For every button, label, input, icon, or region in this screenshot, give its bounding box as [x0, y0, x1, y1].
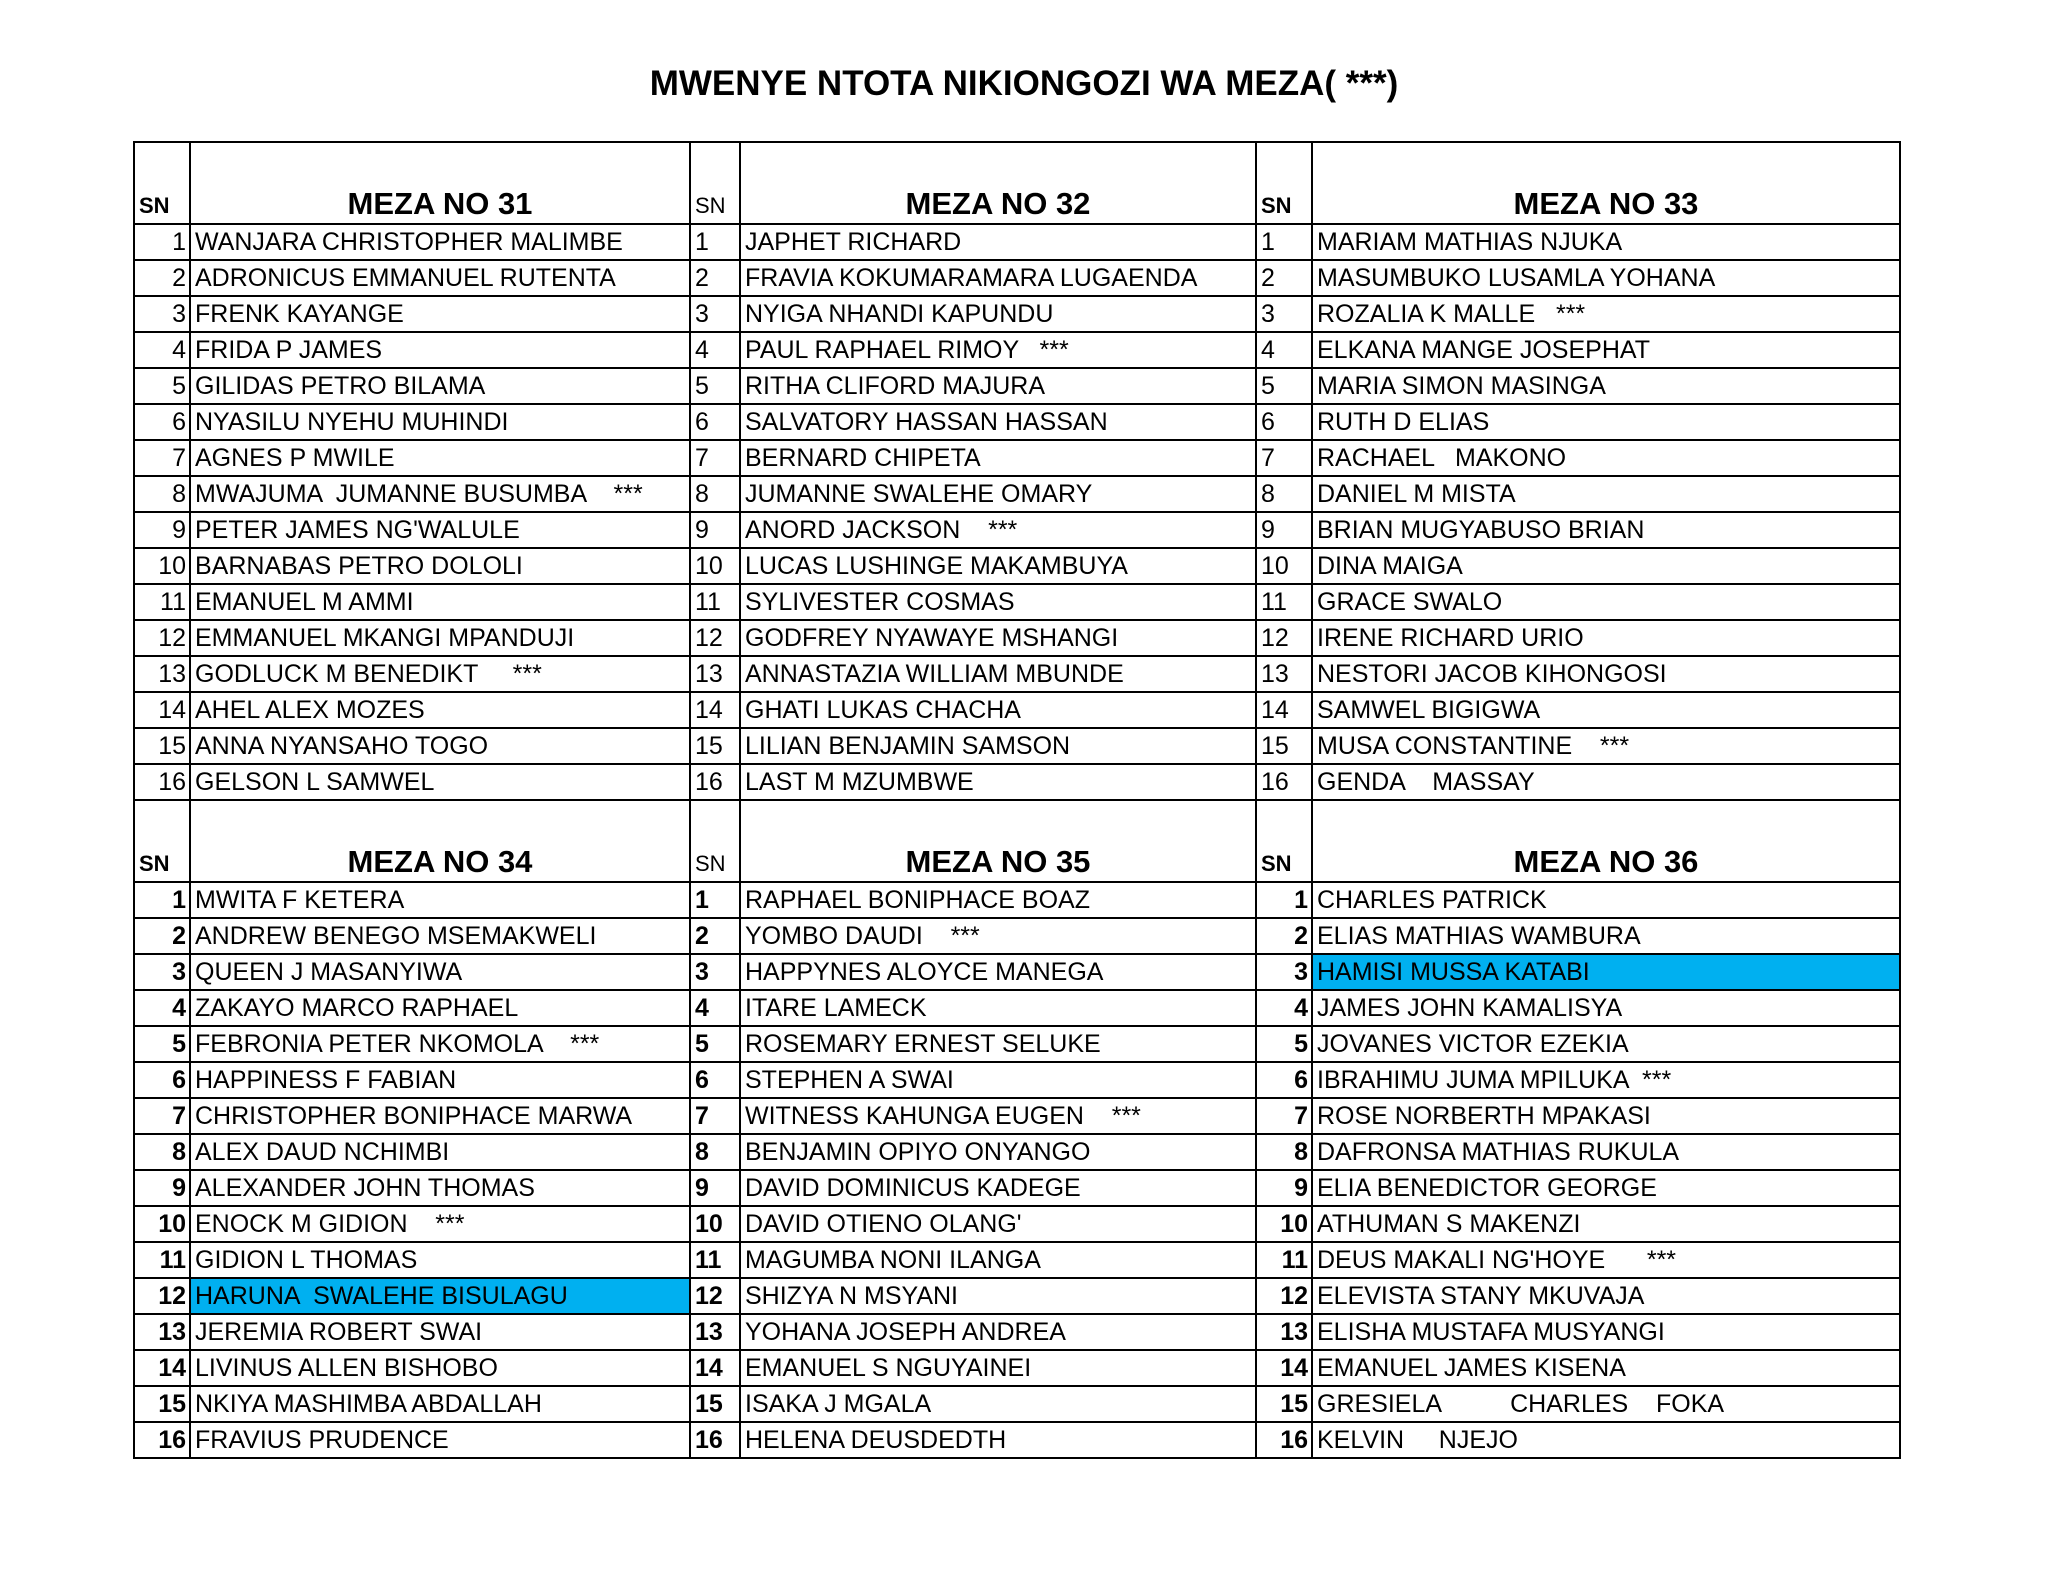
- member-name-cell: IRENE RICHARD URIO: [1312, 620, 1900, 656]
- member-name-cell: SAMWEL BIGIGWA: [1312, 692, 1900, 728]
- serial-number-cell: 8: [1256, 1134, 1312, 1170]
- table-row: [134, 404, 1900, 440]
- member-name-cell: ANNA NYANSAHO TOGO: [190, 728, 690, 764]
- member-name-cell: ELIA BENEDICTOR GEORGE: [1312, 1170, 1900, 1206]
- serial-number-cell: 11: [690, 584, 740, 620]
- serial-number-cell: 10: [690, 548, 740, 584]
- serial-number-cell: 14: [690, 692, 740, 728]
- serial-number-cell: 6: [134, 1062, 190, 1098]
- member-name-cell: ANDREW BENEGO MSEMAKWELI: [190, 918, 690, 954]
- serial-number-cell: 3: [1256, 954, 1312, 990]
- member-name-cell: FRAVIA KOKUMARAMARA LUGAENDA: [740, 260, 1256, 296]
- member-name-cell: DEUS MAKALI NG'HOYE ***: [1312, 1242, 1900, 1278]
- member-name-cell: DANIEL M MISTA: [1312, 476, 1900, 512]
- serial-number-cell: 9: [1256, 1170, 1312, 1206]
- serial-number-cell: 8: [690, 476, 740, 512]
- serial-number-cell: 4: [690, 990, 740, 1026]
- table-row: [134, 918, 1900, 954]
- serial-number-cell: 13: [1256, 1314, 1312, 1350]
- table-row: [134, 476, 1900, 512]
- serial-number-cell: 4: [1256, 990, 1312, 1026]
- member-name-cell: MAGUMBA NONI ILANGA: [740, 1242, 1256, 1278]
- serial-number-cell: 3: [134, 296, 190, 332]
- serial-number-cell: 11: [690, 1242, 740, 1278]
- serial-number-cell: 7: [1256, 440, 1312, 476]
- member-name-cell: ADRONICUS EMMANUEL RUTENTA: [190, 260, 690, 296]
- member-name-cell: DAFRONSA MATHIAS RUKULA: [1312, 1134, 1900, 1170]
- serial-number-cell: 9: [134, 512, 190, 548]
- member-name-cell: GRESIELA CHARLES FOKA: [1312, 1386, 1900, 1422]
- serial-number-cell: 10: [1256, 548, 1312, 584]
- serial-number-cell: 13: [690, 656, 740, 692]
- member-name-cell: PAUL RAPHAEL RIMOY ***: [740, 332, 1256, 368]
- serial-number-cell: 8: [690, 1134, 740, 1170]
- serial-number-cell: 8: [134, 1134, 190, 1170]
- serial-number-cell: 3: [690, 954, 740, 990]
- serial-number-cell: 12: [134, 620, 190, 656]
- meza-title: MEZA NO 34: [190, 800, 690, 882]
- member-name-cell: RACHAEL MAKONO: [1312, 440, 1900, 476]
- member-name-cell: JOVANES VICTOR EZEKIA: [1312, 1026, 1900, 1062]
- table-row: [134, 512, 1900, 548]
- member-name-cell: ATHUMAN S MAKENZI: [1312, 1206, 1900, 1242]
- serial-number-cell: 8: [1256, 476, 1312, 512]
- serial-number-cell: 10: [1256, 1206, 1312, 1242]
- serial-number-cell: 14: [1256, 692, 1312, 728]
- member-name-cell: FRENK KAYANGE: [190, 296, 690, 332]
- serial-number-cell: 15: [134, 1386, 190, 1422]
- member-name-cell: BARNABAS PETRO DOLOLI: [190, 548, 690, 584]
- serial-number-cell: 16: [690, 1422, 740, 1458]
- table-row: [134, 1098, 1900, 1134]
- serial-number-cell: 12: [134, 1278, 190, 1314]
- member-name-cell: SALVATORY HASSAN HASSAN: [740, 404, 1256, 440]
- member-name-cell: EMANUEL JAMES KISENA: [1312, 1350, 1900, 1386]
- member-name-cell: WITNESS KAHUNGA EUGEN ***: [740, 1098, 1256, 1134]
- member-name-cell: YOHANA JOSEPH ANDREA: [740, 1314, 1256, 1350]
- member-name-cell: ISAKA J MGALA: [740, 1386, 1256, 1422]
- member-name-cell: EMANUEL M AMMI: [190, 584, 690, 620]
- member-name-cell: GIDION L THOMAS: [190, 1242, 690, 1278]
- member-name-cell: LIVINUS ALLEN BISHOBO: [190, 1350, 690, 1386]
- serial-number-cell: 13: [1256, 656, 1312, 692]
- member-name-cell: DINA MAIGA: [1312, 548, 1900, 584]
- member-name-cell: ROSE NORBERTH MPAKASI: [1312, 1098, 1900, 1134]
- sn-header: SN: [690, 800, 740, 882]
- member-name-cell: GELSON L SAMWEL: [190, 764, 690, 800]
- serial-number-cell: 1: [690, 882, 740, 918]
- serial-number-cell: 5: [134, 368, 190, 404]
- member-name-cell: DAVID OTIENO OLANG': [740, 1206, 1256, 1242]
- serial-number-cell: 9: [1256, 512, 1312, 548]
- serial-number-cell: 15: [1256, 728, 1312, 764]
- serial-number-cell: 3: [134, 954, 190, 990]
- member-name-cell: ELKANA MANGE JOSEPHAT: [1312, 332, 1900, 368]
- member-name-cell: ZAKAYO MARCO RAPHAEL: [190, 990, 690, 1026]
- member-name-cell: BENJAMIN OPIYO ONYANGO: [740, 1134, 1256, 1170]
- member-name-cell: LILIAN BENJAMIN SAMSON: [740, 728, 1256, 764]
- member-name-cell: MARIA SIMON MASINGA: [1312, 368, 1900, 404]
- member-name-cell: ELEVISTA STANY MKUVAJA: [1312, 1278, 1900, 1314]
- member-name-cell: GODLUCK M BENEDIKT ***: [190, 656, 690, 692]
- serial-number-cell: 16: [690, 764, 740, 800]
- serial-number-cell: 5: [1256, 368, 1312, 404]
- serial-number-cell: 15: [690, 1386, 740, 1422]
- serial-number-cell: 5: [690, 1026, 740, 1062]
- serial-number-cell: 1: [1256, 882, 1312, 918]
- serial-number-cell: 11: [134, 584, 190, 620]
- serial-number-cell: 5: [690, 368, 740, 404]
- member-name-cell: ALEXANDER JOHN THOMAS: [190, 1170, 690, 1206]
- serial-number-cell: 5: [1256, 1026, 1312, 1062]
- member-name-cell: HAPPYNES ALOYCE MANEGA: [740, 954, 1256, 990]
- table-row: [134, 368, 1900, 404]
- meza-header-row: [134, 800, 1900, 882]
- meza-title: MEZA NO 31: [190, 142, 690, 224]
- meza-title: MEZA NO 35: [740, 800, 1256, 882]
- member-name-cell: EMMANUEL MKANGI MPANDUJI: [190, 620, 690, 656]
- member-name-cell: PETER JAMES NG'WALULE: [190, 512, 690, 548]
- member-name-cell: BERNARD CHIPETA: [740, 440, 1256, 476]
- member-name-cell: HAPPINESS F FABIAN: [190, 1062, 690, 1098]
- member-name-cell: ANNASTAZIA WILLIAM MBUNDE: [740, 656, 1256, 692]
- serial-number-cell: 14: [134, 692, 190, 728]
- member-name-cell: SYLIVESTER COSMAS: [740, 584, 1256, 620]
- member-name-cell: ENOCK M GIDION ***: [190, 1206, 690, 1242]
- table-row: [134, 440, 1900, 476]
- member-name-cell: MWAJUMA JUMANNE BUSUMBA ***: [190, 476, 690, 512]
- serial-number-cell: 4: [134, 332, 190, 368]
- member-name-cell: QUEEN J MASANYIWA: [190, 954, 690, 990]
- table-row: [134, 764, 1900, 800]
- member-name-cell: JAMES JOHN KAMALISYA: [1312, 990, 1900, 1026]
- member-name-cell: BRIAN MUGYABUSO BRIAN: [1312, 512, 1900, 548]
- member-name-cell: FRIDA P JAMES: [190, 332, 690, 368]
- table-row: [134, 1026, 1900, 1062]
- serial-number-cell: 2: [1256, 260, 1312, 296]
- serial-number-cell: 4: [1256, 332, 1312, 368]
- serial-number-cell: 16: [134, 764, 190, 800]
- serial-number-cell: 6: [1256, 1062, 1312, 1098]
- member-name-cell: STEPHEN A SWAI: [740, 1062, 1256, 1098]
- table-row: [134, 1062, 1900, 1098]
- serial-number-cell: 12: [1256, 1278, 1312, 1314]
- sn-header: SN: [134, 800, 190, 882]
- member-name-cell: ANORD JACKSON ***: [740, 512, 1256, 548]
- meza-title: MEZA NO 32: [740, 142, 1256, 224]
- serial-number-cell: 14: [690, 1350, 740, 1386]
- serial-number-cell: 15: [134, 728, 190, 764]
- table-row: [134, 692, 1900, 728]
- serial-number-cell: 8: [134, 476, 190, 512]
- member-name-cell: GHATI LUKAS CHACHA: [740, 692, 1256, 728]
- serial-number-cell: 4: [690, 332, 740, 368]
- member-name-cell: JEREMIA ROBERT SWAI: [190, 1314, 690, 1350]
- member-name-cell: NYIGA NHANDI KAPUNDU: [740, 296, 1256, 332]
- member-name-cell: MARIAM MATHIAS NJUKA: [1312, 224, 1900, 260]
- serial-number-cell: 14: [1256, 1350, 1312, 1386]
- serial-number-cell: 11: [1256, 1242, 1312, 1278]
- table-row: [134, 954, 1900, 990]
- member-name-cell: KELVIN NJEJO: [1312, 1422, 1900, 1458]
- meza-title: MEZA NO 33: [1312, 142, 1900, 224]
- serial-number-cell: 10: [134, 548, 190, 584]
- table-row: [134, 1206, 1900, 1242]
- serial-number-cell: 10: [134, 1206, 190, 1242]
- serial-number-cell: 3: [690, 296, 740, 332]
- member-name-cell: SHIZYA N MSYANI: [740, 1278, 1256, 1314]
- sn-header: SN: [690, 142, 740, 224]
- member-name-cell: IBRAHIMU JUMA MPILUKA ***: [1312, 1062, 1900, 1098]
- serial-number-cell: 9: [134, 1170, 190, 1206]
- serial-number-cell: 7: [134, 1098, 190, 1134]
- member-name-cell: ITARE LAMECK: [740, 990, 1256, 1026]
- serial-number-cell: 12: [1256, 620, 1312, 656]
- serial-number-cell: 2: [134, 918, 190, 954]
- table-row: [134, 332, 1900, 368]
- serial-number-cell: 7: [690, 440, 740, 476]
- serial-number-cell: 6: [690, 404, 740, 440]
- member-name-cell: ROZALIA K MALLE ***: [1312, 296, 1900, 332]
- serial-number-cell: 2: [1256, 918, 1312, 954]
- table-row: [134, 1314, 1900, 1350]
- serial-number-cell: 11: [1256, 584, 1312, 620]
- serial-number-cell: 2: [134, 260, 190, 296]
- seating-roster-table: [133, 141, 1901, 1459]
- member-name-cell: GODFREY NYAWAYE MSHANGI: [740, 620, 1256, 656]
- member-name-cell: YOMBO DAUDI ***: [740, 918, 1256, 954]
- table-row: [134, 548, 1900, 584]
- table-row: [134, 990, 1900, 1026]
- member-name-cell: HAMISI MUSSA KATABI: [1312, 954, 1900, 990]
- serial-number-cell: 9: [690, 512, 740, 548]
- serial-number-cell: 6: [134, 404, 190, 440]
- serial-number-cell: 13: [134, 1314, 190, 1350]
- meza-header-row: [134, 142, 1900, 224]
- serial-number-cell: 2: [690, 260, 740, 296]
- member-name-cell: MUSA CONSTANTINE ***: [1312, 728, 1900, 764]
- serial-number-cell: 6: [1256, 404, 1312, 440]
- member-name-cell: ELIAS MATHIAS WAMBURA: [1312, 918, 1900, 954]
- member-name-cell: RITHA CLIFORD MAJURA: [740, 368, 1256, 404]
- member-name-cell: WANJARA CHRISTOPHER MALIMBE: [190, 224, 690, 260]
- table-row: [134, 728, 1900, 764]
- serial-number-cell: 1: [690, 224, 740, 260]
- serial-number-cell: 14: [134, 1350, 190, 1386]
- serial-number-cell: 6: [690, 1062, 740, 1098]
- member-name-cell: GENDA MASSAY: [1312, 764, 1900, 800]
- sn-header: SN: [134, 142, 190, 224]
- serial-number-cell: 12: [690, 620, 740, 656]
- table-row: [134, 296, 1900, 332]
- member-name-cell: RUTH D ELIAS: [1312, 404, 1900, 440]
- member-name-cell: ELISHA MUSTAFA MUSYANGI: [1312, 1314, 1900, 1350]
- table-row: [134, 1170, 1900, 1206]
- serial-number-cell: 2: [690, 918, 740, 954]
- serial-number-cell: 16: [1256, 764, 1312, 800]
- table-row: [134, 1422, 1900, 1458]
- member-name-cell: NKIYA MASHIMBA ABDALLAH: [190, 1386, 690, 1422]
- member-name-cell: JUMANNE SWALEHE OMARY: [740, 476, 1256, 512]
- serial-number-cell: 13: [690, 1314, 740, 1350]
- serial-number-cell: 12: [690, 1278, 740, 1314]
- document-title: MWENYE NTOTA NIKIONGOZI WA MEZA( ***): [649, 64, 1399, 103]
- serial-number-cell: 1: [134, 224, 190, 260]
- serial-number-cell: 1: [134, 882, 190, 918]
- serial-number-cell: 5: [134, 1026, 190, 1062]
- serial-number-cell: 1: [1256, 224, 1312, 260]
- table-row: [134, 1278, 1900, 1314]
- table-row: [134, 1386, 1900, 1422]
- member-name-cell: LAST M MZUMBWE: [740, 764, 1256, 800]
- member-name-cell: CHARLES PATRICK: [1312, 882, 1900, 918]
- serial-number-cell: 7: [690, 1098, 740, 1134]
- member-name-cell: LUCAS LUSHINGE MAKAMBUYA: [740, 548, 1256, 584]
- serial-number-cell: 7: [1256, 1098, 1312, 1134]
- member-name-cell: EMANUEL S NGUYAINEI: [740, 1350, 1256, 1386]
- serial-number-cell: 11: [134, 1242, 190, 1278]
- member-name-cell: DAVID DOMINICUS KADEGE: [740, 1170, 1256, 1206]
- serial-number-cell: 3: [1256, 296, 1312, 332]
- member-name-cell: HARUNA SWALEHE BISULAGU: [190, 1278, 690, 1314]
- member-name-cell: ROSEMARY ERNEST SELUKE: [740, 1026, 1256, 1062]
- member-name-cell: ALEX DAUD NCHIMBI: [190, 1134, 690, 1170]
- member-name-cell: AGNES P MWILE: [190, 440, 690, 476]
- serial-number-cell: 16: [1256, 1422, 1312, 1458]
- serial-number-cell: 15: [690, 728, 740, 764]
- member-name-cell: HELENA DEUSDEDTH: [740, 1422, 1256, 1458]
- serial-number-cell: 15: [1256, 1386, 1312, 1422]
- serial-number-cell: 10: [690, 1206, 740, 1242]
- serial-number-cell: 9: [690, 1170, 740, 1206]
- table-row: [134, 656, 1900, 692]
- member-name-cell: NYASILU NYEHU MUHINDI: [190, 404, 690, 440]
- member-name-cell: GRACE SWALO: [1312, 584, 1900, 620]
- table-row: [134, 1350, 1900, 1386]
- member-name-cell: FEBRONIA PETER NKOMOLA ***: [190, 1026, 690, 1062]
- member-name-cell: FRAVIUS PRUDENCE: [190, 1422, 690, 1458]
- member-name-cell: CHRISTOPHER BONIPHACE MARWA: [190, 1098, 690, 1134]
- member-name-cell: MWITA F KETERA: [190, 882, 690, 918]
- member-name-cell: RAPHAEL BONIPHACE BOAZ: [740, 882, 1256, 918]
- sn-header: SN: [1256, 142, 1312, 224]
- table-row: [134, 260, 1900, 296]
- meza-title: MEZA NO 36: [1312, 800, 1900, 882]
- serial-number-cell: 16: [134, 1422, 190, 1458]
- table-row: [134, 1134, 1900, 1170]
- member-name-cell: NESTORI JACOB KIHONGOSI: [1312, 656, 1900, 692]
- table-row: [134, 584, 1900, 620]
- serial-number-cell: 7: [134, 440, 190, 476]
- member-name-cell: AHEL ALEX MOZES: [190, 692, 690, 728]
- member-name-cell: JAPHET RICHARD: [740, 224, 1256, 260]
- sn-header: SN: [1256, 800, 1312, 882]
- table-row: [134, 1242, 1900, 1278]
- member-name-cell: MASUMBUKO LUSAMLA YOHANA: [1312, 260, 1900, 296]
- table-row: [134, 882, 1900, 918]
- table-row: [134, 224, 1900, 260]
- serial-number-cell: 4: [134, 990, 190, 1026]
- serial-number-cell: 13: [134, 656, 190, 692]
- table-row: [134, 620, 1900, 656]
- member-name-cell: GILIDAS PETRO BILAMA: [190, 368, 690, 404]
